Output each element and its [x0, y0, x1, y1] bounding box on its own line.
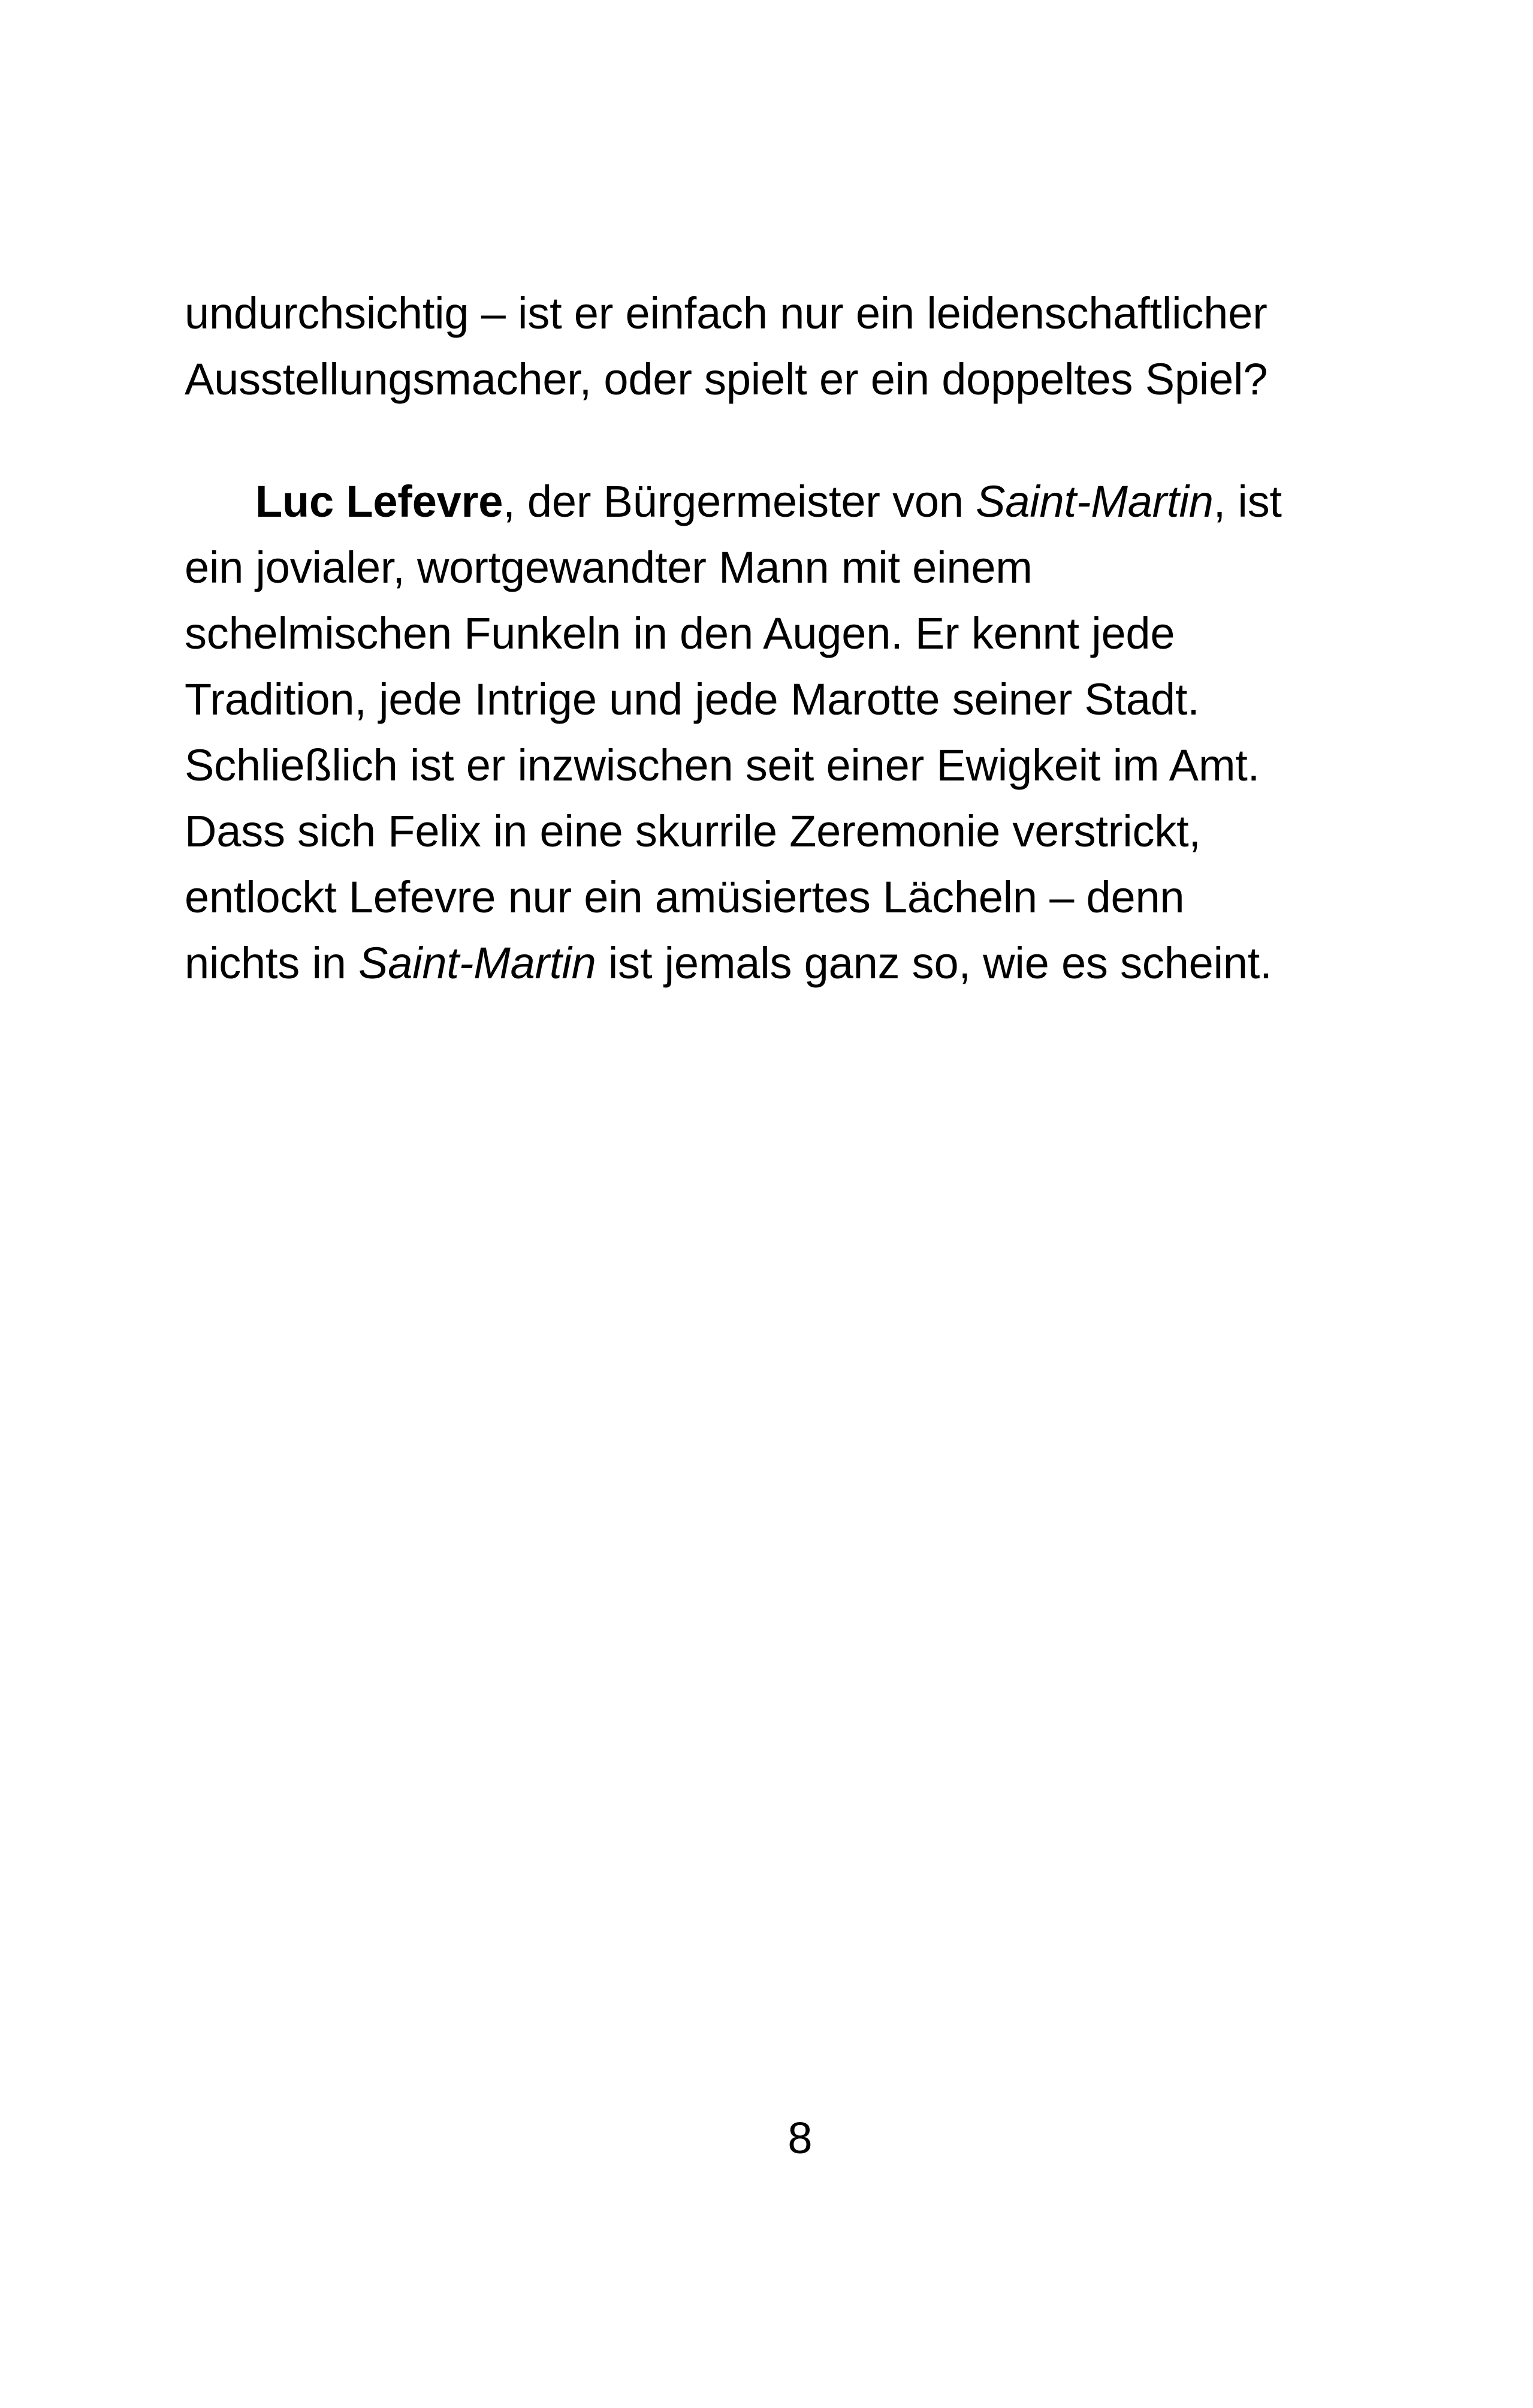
paragraph-2-line-2: ein jovialer, wortgewandter Mann mit einem	[185, 543, 1033, 592]
place-name: Saint-Martin	[358, 938, 596, 988]
paragraph-1-line-1: undurchsichtig – ist er einfach nur ein leidenschaftlicher	[185, 288, 1268, 338]
paragraph-1-line-2: Ausstellungsmacher, oder spielt er ein doppeltes Spiel?	[185, 354, 1268, 404]
paragraph-2-line-7: entlockt Lefevre nur ein amüsiertes Lächeln – denn	[185, 872, 1185, 922]
body-text	[185, 281, 1383, 996]
paragraph-2-line-8-text-b: ist jemals ganz so, wie es scheint.	[596, 938, 1272, 988]
paragraph-2-line-4: Tradition, jede Intrige und jede Marotte seiner Stadt.	[185, 674, 1200, 724]
paragraph-2-line-8	[185, 930, 1383, 996]
paragraph-2-line-1-text-a: , der Bürgermeister von	[503, 477, 976, 526]
paragraph-2-line-8-text-a: nichts in	[185, 938, 359, 988]
place-name: Saint-Martin	[976, 477, 1214, 526]
paragraph-2-line-3: schelmischen Funkeln in den Augen. Er kennt jede	[185, 608, 1175, 658]
paragraph-2-line-5: Schließlich ist er inzwischen seit einer Ewigkeit im Amt.	[185, 740, 1260, 790]
paragraph-2-line-1	[185, 469, 1383, 535]
character-name: Luc Lefevre	[255, 477, 503, 526]
page-number: 8	[787, 2113, 813, 2163]
paragraph-2-line-1-text-b: , ist	[1213, 477, 1282, 526]
paragraph-2-line-6: Dass sich Felix in eine skurrile Zeremonie verstrickt,	[185, 806, 1201, 856]
paragraph-spacer	[185, 412, 1383, 469]
